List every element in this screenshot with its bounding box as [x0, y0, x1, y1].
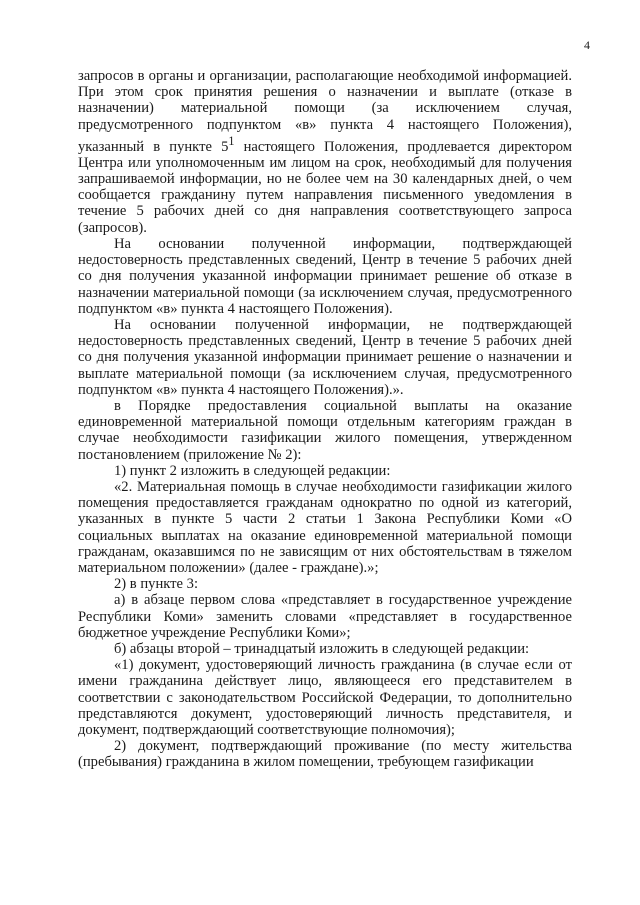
- paragraph: а) в абзаце первом слова «представляет в государственное учреждение Республики Коми» заменить словами «представляет в государственное бюджетное учреждение Республики Коми»;: [78, 592, 572, 641]
- paragraph: «1) документ, удостоверяющий личность гражданина (в случае если от имени гражданина действует лицо, являющееся его представителем в соответствии с законодательством Российской Федерации, то дополнительно представляются документ, удостоверяющий личность представителя, и документ, подтверждающий соответствующие полномочия);: [78, 657, 572, 738]
- paragraph-text: настоящего Положения, продлевается директором Центра или уполномоченным им лицом на срок, необходимый для получения запрашиваемой информации, но не более чем на 30 календарных дней, о чем сообщается гражданину путем направления письменного уведомления в течение 5 рабочих дней со дня направления соответствующего запроса (запросов).: [78, 138, 572, 236]
- paragraph: «2. Материальная помощь в случае необходимости газификации жилого помещения предоставляется гражданам однократно по одной из категорий, указанных в пункте 5 части 2 статьи 1 Закона Республики Коми «О социальных выплатах на оказание единовременной материальной помощи гражданам, оказавшимся по не зависящим от них обстоятельствам в тяжелом материальном положении» (далее - граждане).»;: [78, 478, 572, 576]
- paragraph: б) абзацы второй – тринадцатый изложить в следующей редакции:: [114, 640, 530, 657]
- paragraph: 2) в пункте 3:: [114, 576, 199, 593]
- superscript: 1: [228, 133, 235, 148]
- page-number: 4: [584, 38, 590, 52]
- paragraph-text: запросов в органы и организации, располагающие необходимой информацией. При этом срок принятия решения о назначении и выплате (отказе в назначении) материальной помощи (за исключением случая, предусмотренного подпунктом «в» пункта 4 настоящего Положения), указанный в пункте 5: [78, 68, 572, 155]
- paragraph: 2) документ, подтверждающий проживание (по месту жительства (пребывания) гражданина в жилом помещении, требующем газификации: [78, 738, 572, 771]
- paragraph: в Порядке предоставления социальной выплаты на оказание единовременной материальной помощи отдельным категориям граждан в случае необходимости газификации жилого помещения, утвержденном постановлением (приложение № 2):: [78, 397, 572, 463]
- paragraph: На основании полученной информации, не подтверждающей недостоверность представленных сведений, Центр в течение 5 рабочих дней со дня получения указанной информации принимает решение о назначении и выплате материальной помощи (за исключением случая, предусмотренного подпунктом «в» пункта 4 настоящего Положения).».: [78, 316, 572, 398]
- paragraph: 1) пункт 2 изложить в следующей редакции:: [114, 462, 391, 479]
- paragraph: На основании полученной информации, подтверждающей недостоверность представленных сведений, Центр в течение 5 рабочих дней со дня получения указанной информации принимает решение об отказе в назначении материальной помощи (за исключением случая, предусмотренного подпунктом «в» пункта 4 настоящего Положения).: [78, 235, 572, 317]
- paragraph-continuation: [78, 68, 572, 236]
